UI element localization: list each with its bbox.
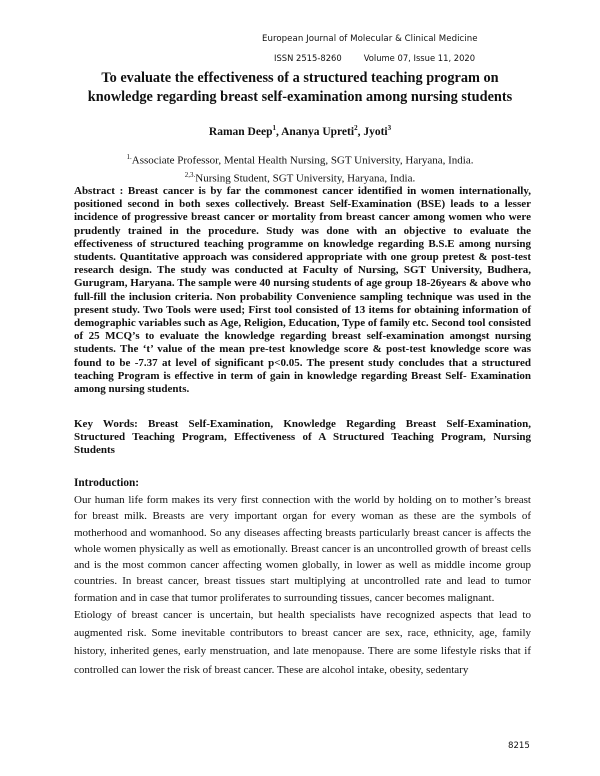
author-name: Jyoti [363, 125, 388, 138]
abstract [74, 185, 531, 396]
affiliation-line [0, 168, 600, 186]
abstract-text: Abstract : Breast cancer is by far the commonest cancer identified in women internationally, positioned second in both sexes collectively. Breast Self-Examination (BSE) leads to a lesser incidence of progressive breast cancer or mortality from breast cancer among women who were prudently trained in the procedure. Study was done with an objective to evaluate the effectiveness of structured teaching programme on knowledge regarding B.S.E among nursing students. Quantitative approach was considered appropriate with one group pretest & post-test research design. The study was conducted at Faculty of Nursing, SGT University, Budhera, Gurugram, Haryana. The sample were 40 nursing students of age group 18-26years & above who full-fill the inclusion criteria. Non probability Convenience sampling technique was used in the present study. Two Tools were used; First tool consisted of 13 items for obtaining information of demographic variables such as Age, Religion, Education, Type of family etc. Second tool consisted of 25 MCQ’s to evaluate the knowledge regarding breast self-examination amongst nursing students. The ‘t’ value of the mean pre-test knowledge score & post-test knowledge score was found to be -7.37 at level of significant p<0.05. The present study concludes that a structured teaching Program is effective in term of gain in knowledge regarding Breast Self- Examination among nursing students. [74, 185, 532, 396]
title-line-2: knowledge regarding breast self-examination among nursing students [87, 88, 513, 105]
author-name: Raman Deep [208, 125, 273, 138]
author-affiliation-mark: 3 [387, 124, 392, 132]
affiliation-mark: 2,3. [184, 170, 196, 179]
author-name: Ananya Upreti [281, 125, 355, 138]
affiliations [0, 150, 600, 185]
issn: ISSN 2515-8260 [274, 53, 342, 63]
journal-name: European Journal of Molecular & Clinical Medicine [262, 34, 478, 44]
author-list: Raman Deep$^1$, Ananya Upreti$^2$, Jyoti$^3$ [208, 124, 392, 138]
title-line-1: To evaluate the effectiveness of a structured teaching program on [101, 70, 499, 86]
page-number: 8215 [508, 741, 530, 751]
affiliation-text: Associate Professor, Mental Health Nursing, SGT University, Haryana, India. [131, 154, 474, 167]
introduction-body [74, 492, 531, 679]
keywords: Key Words: Breast Self-Examination, Knowledge Regarding Breast Self-Examination, Structured Teaching Program, Effectiveness of A Structured Teaching Program, Nursing Students [74, 418, 531, 457]
introduction-paragraph-1: Our human life form makes its very first connection with the world by holding on to mother’s breast for breast milk. Breasts are very important organ for every woman as these are the symbols of motherhood and womanhood. So any diseases affecting breasts particularly breast cancer is affects the whole women physically as well as emotionally. Breast cancer is an uncontrolled growth of breast cells and is the most common cancer affecting women globally, in lower as well as middle income group countries. In breast cancer, breast tissues start multiplying at uncontrolled rate and lead to tumor formation and in case that tumor proliferates to surrounding tissues, cancer becomes malignant. [74, 494, 531, 604]
affiliation-line [0, 150, 600, 168]
affiliation-mark: 1. [126, 153, 132, 161]
paper-title [60, 69, 540, 106]
affiliation-text: Nursing Student, SGT University, Haryana, India. [195, 172, 416, 185]
issn-volume-line [274, 53, 475, 63]
introduction-heading: Introduction: [74, 477, 140, 489]
introduction-paragraph-2: Etiology of breast cancer is uncertain, but health specialists have recognized aspects that lead to augmented risk. Some inevitable contributors to breast cancer are sex, race, ethnicity, age, family history, inherited genes, early menstruation, and late menopause. There are some lifestyle risks that if controlled can lower the risk of breast cancer. These are alcohol intake, obesity, sedentary [74, 609, 531, 676]
author-affiliation-mark: 1 [272, 124, 276, 132]
author-affiliation-mark: 2 [354, 124, 358, 132]
volume-issue: Volume 07, Issue 11, 2020 [363, 53, 476, 63]
